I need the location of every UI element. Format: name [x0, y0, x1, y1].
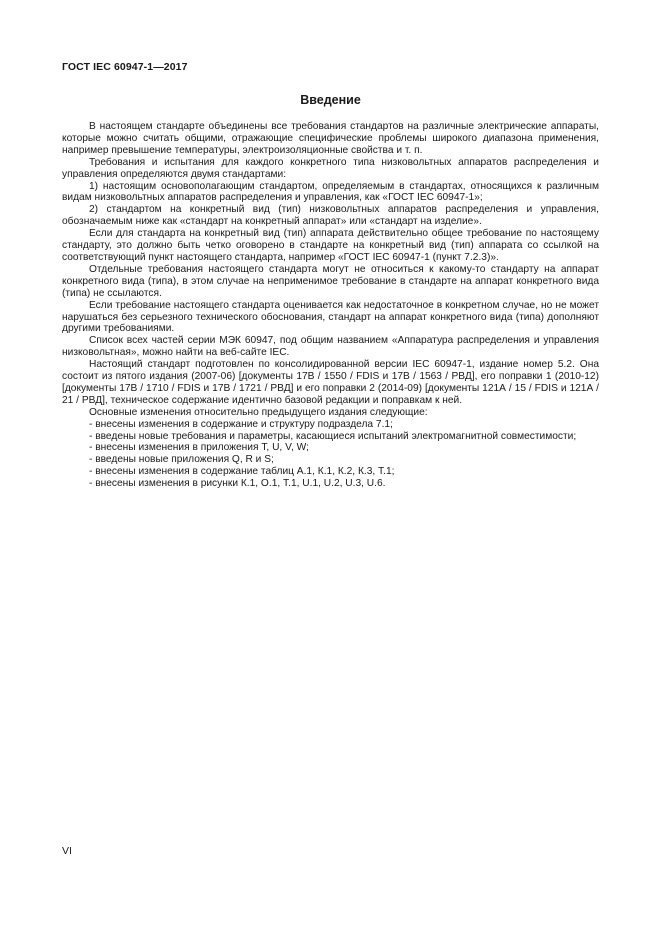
paragraph: 2) стандартом на конкретный вид (тип) низковольтных аппаратов распределения и управления, обозначаемым ниже как «стандарт на конкретный аппарат» или «стандарт на изделие».: [62, 204, 599, 228]
document-body: [62, 121, 599, 490]
list-item: - внесены изменения в содержание таблиц А.1, К.1, К.2, К.3, Т.1;: [89, 466, 395, 478]
page-header: ГОСТ IEC 60947-1—2017: [62, 61, 188, 73]
paragraph: Требования и испытания для каждого конкретного типа низковольтных аппаратов распределения и управления определяются двумя стандартами:: [62, 156, 599, 180]
paragraph: 1) настоящим основополагающим стандартом, определяемым в стандартах, относящихся к различным видам низковольтных аппаратов распределения и управления, как «ГОСТ IEC 60947-1»;: [62, 180, 599, 204]
page-number: VI: [62, 845, 72, 857]
paragraph: Если требование настоящего стандарта оценивается как недостаточное в конкретном случае, но не может нарушаться без серьезного технического обоснования, стандарт на аппарат конкретного вида (типа) дополняют другими требованиями.: [62, 299, 599, 335]
list-item: - введены новые приложения Q, R и S;: [89, 454, 274, 466]
list-item: - внесены изменения в приложения T, U, V, W;: [89, 442, 309, 454]
list-item: - внесены изменения в рисунки К.1, О.1, Т.1, U.1, U.2, U.3, U.6.: [89, 478, 386, 490]
paragraph: В настоящем стандарте объединены все требования стандартов на различные электрические аппараты, которые можно считать общими, отражающие специфические проблемы широкого диапазона применения, например превышение температуры, электроизоляционные свойства и т. п.: [62, 121, 599, 156]
paragraph: Список всех частей серии МЭК 60947, под общим названием «Аппаратура распределения и управления низковольтная», можно найти на веб-сайте IEC.: [62, 335, 599, 359]
paragraph: Отдельные требования настоящего стандарта могут не относиться к какому-то стандарту на аппарат конкретного вида (типа), в этом случае на неприменимое требование в стандарте на аппарат конкретного вида (типа) не ссылаются.: [62, 263, 599, 299]
paragraph: Настоящий стандарт подготовлен по консолидированной версии IEC 60947-1, издание номер 5.2. Она состоит из пятого издания (2007-06) [документы 17В / 1550 / FDIS и 17В / 1563 / РВД], его поправки 1 (2010-12) [документы 17В / 1710 / FDIS и 17В / 1721 / РВД] и его поправки 2 (2014-09) [документы 121А / 15 / FDIS и 121А / 21 / РВД], техническое содержание идентично базовой редакции и поправкам к ней.: [62, 359, 599, 406]
paragraph: Если для стандарта на конкретный вид (тип) аппарата действительно общее требование по настоящему стандарту, это должно быть четко оговорено в стандарте на конкретный вид (тип) аппарата со ссылкой на соответствующий пункт настоящего стандарта, например «ГОСТ IEC 60947-1 (пункт 7.2.3)».: [62, 228, 599, 263]
section-title: Введение: [300, 93, 361, 107]
paragraph: Основные изменения относительно предыдущего издания следующие:: [89, 406, 428, 418]
list-item: - введены новые требования и параметры, касающиеся испытаний электромагнитной совместимости;: [89, 430, 577, 442]
list-item: - внесены изменения в содержание и структуру подраздела 7.1;: [89, 418, 393, 430]
